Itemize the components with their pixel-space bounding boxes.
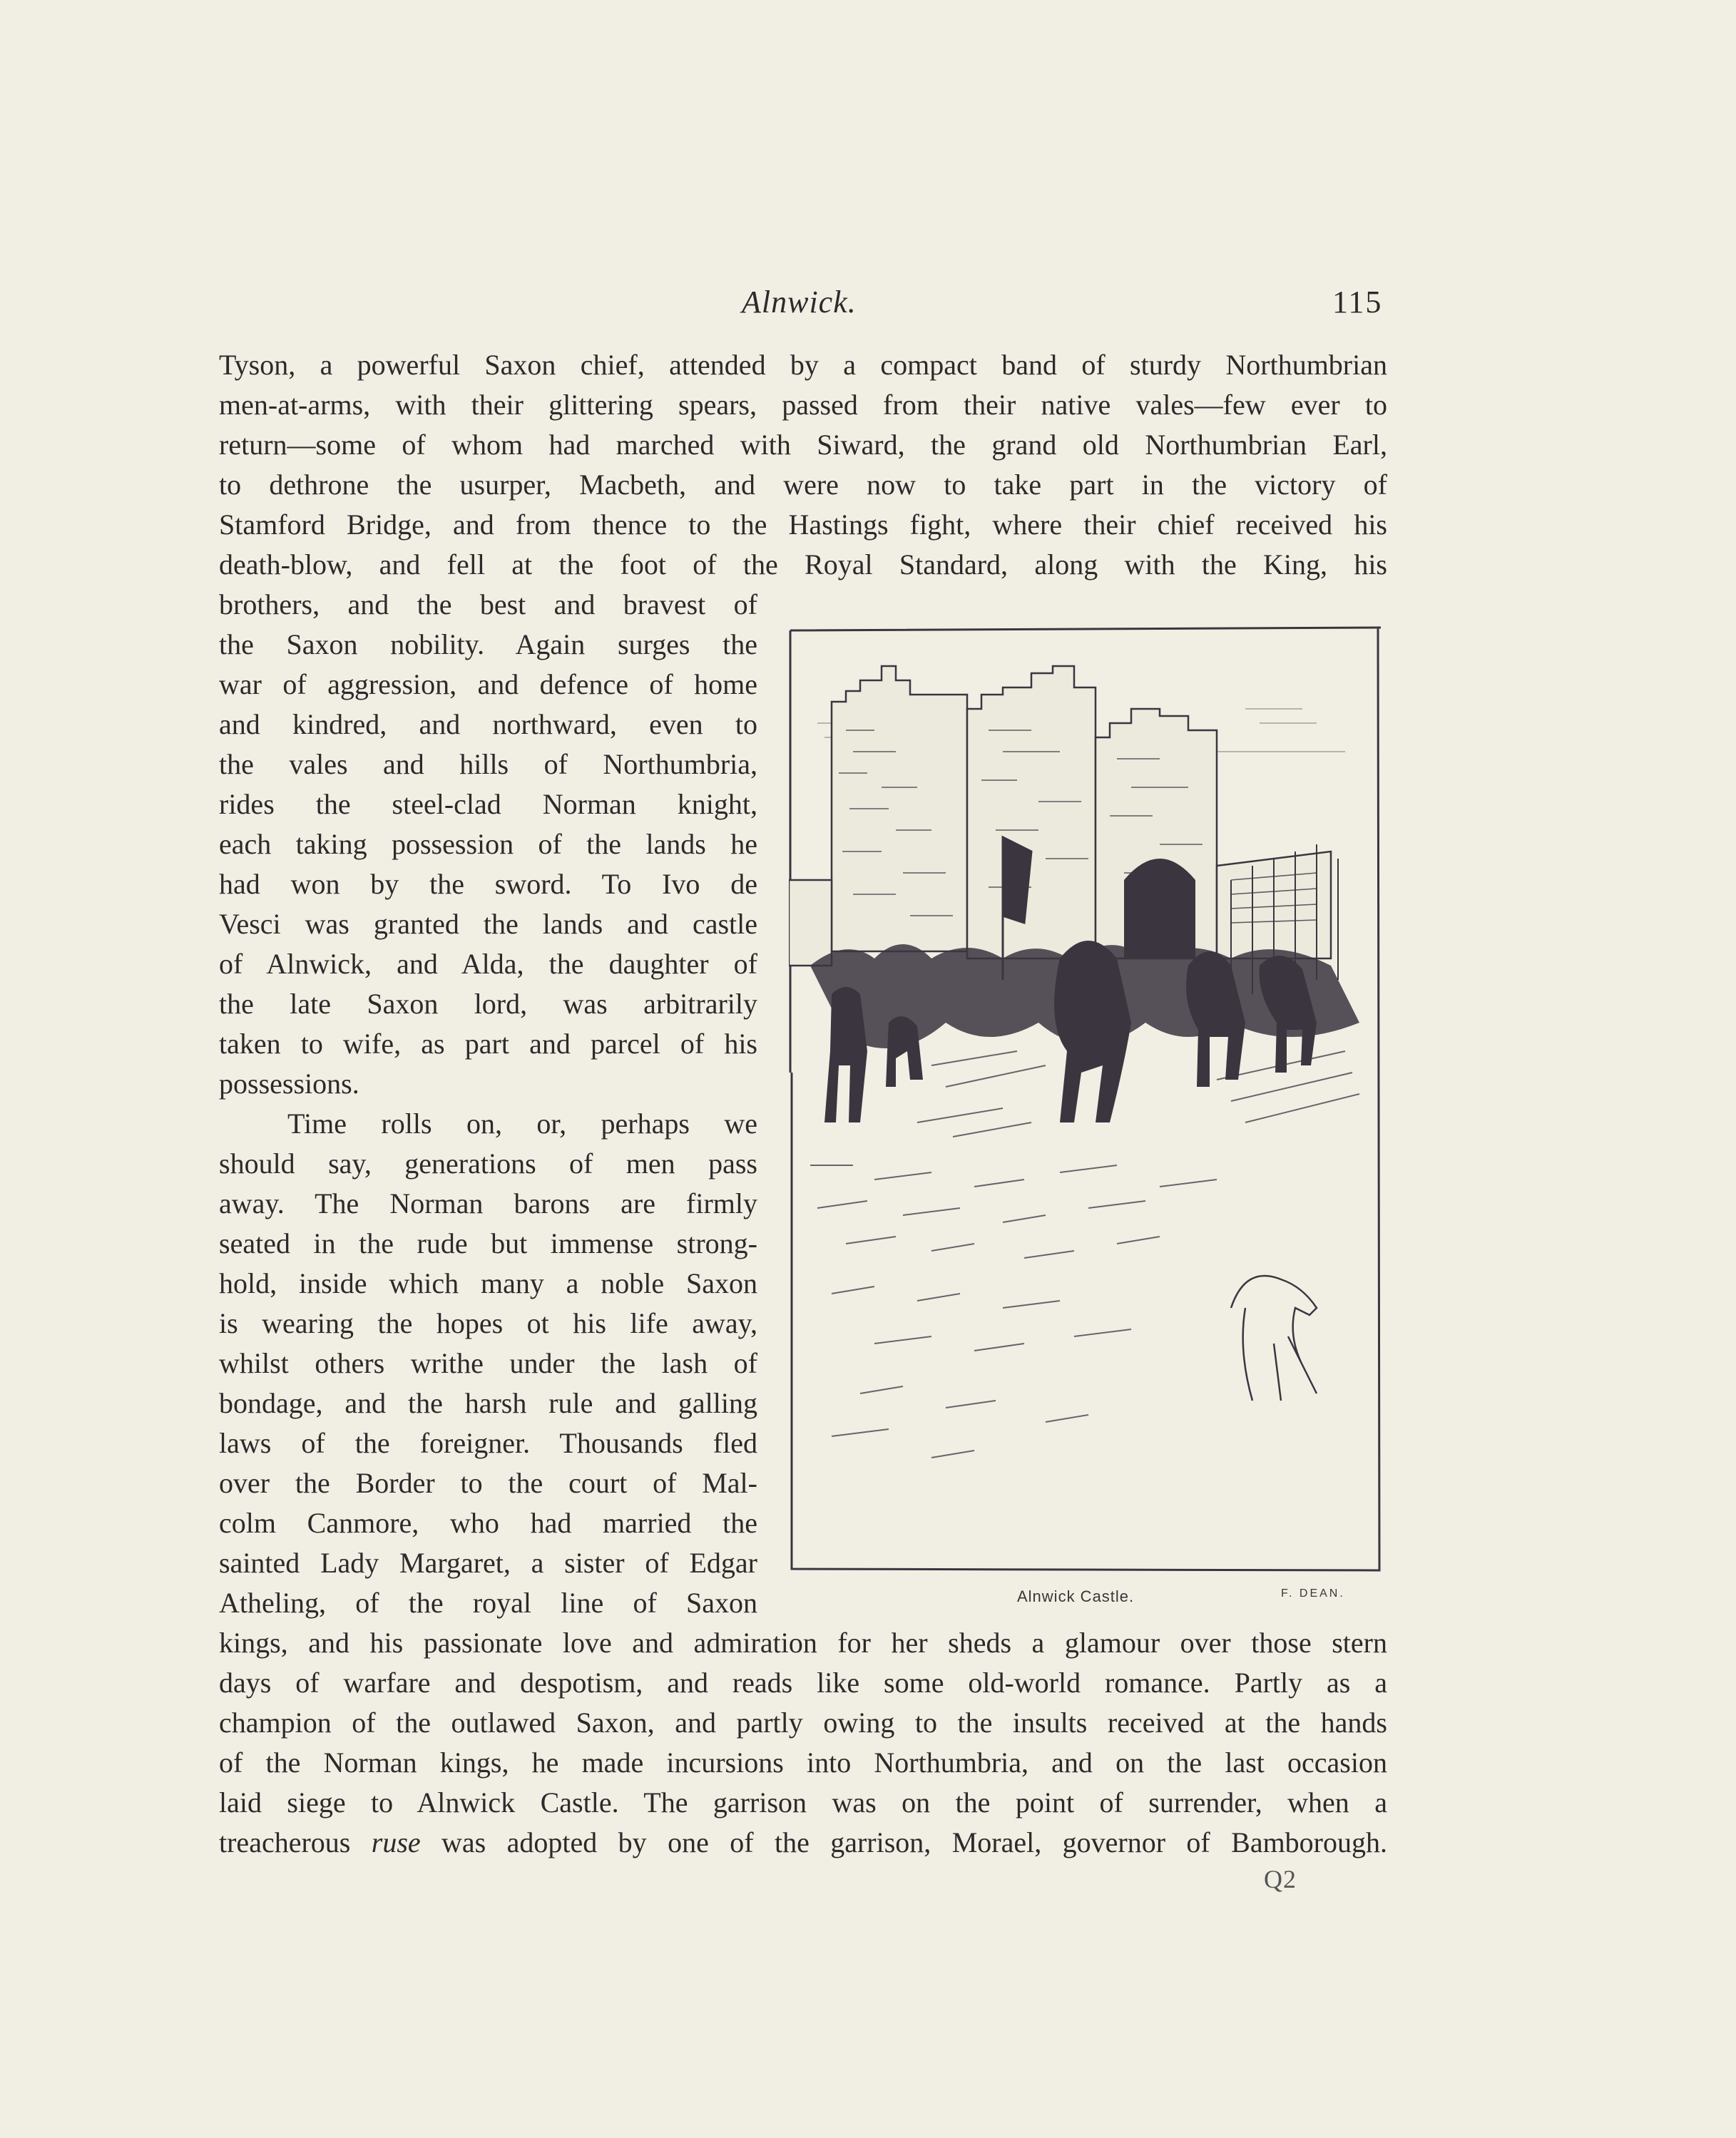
text-line: Time rolls on, or, perhaps we [287, 1108, 757, 1140]
foot-soldier [824, 987, 867, 1122]
text-line: laid siege to Alnwick Castle. The garrison was on the point of surrender, when a [219, 1786, 1387, 1819]
illustration-figure [789, 623, 1381, 1605]
text-line: Stamford Bridge, and from thence to the Hastings fight, where their chief received his [219, 508, 1387, 541]
text-line: sainted Lady Margaret, a sister of Edgar [219, 1547, 757, 1579]
page-number: 115 [1332, 285, 1383, 319]
text-line: colm Canmore, who had married the [219, 1507, 757, 1539]
text-line-final [219, 1826, 1387, 1860]
text-line: hold, inside which many a noble Saxon [219, 1267, 757, 1299]
text-line: should say, generations of men pass [219, 1147, 757, 1180]
text-line: to dethrone the usurper, Macbeth, and were now to take part in the victory of [219, 469, 1387, 501]
text-line: of Alnwick, and Alda, the daughter of [219, 948, 757, 980]
text-line: return—some of whom had marched with Siward, the grand old Northumbrian Earl, [219, 429, 1387, 461]
text-line: men-at-arms, with their glittering spears, passed from their native vales—few ever to [219, 389, 1387, 421]
running-title: Alnwick. [742, 285, 857, 319]
text-fragment: was adopted by one of the garrison, Morael, governor of Bamborough. [420, 1826, 1387, 1858]
text-line: each taking possession of the lands he [219, 828, 757, 860]
text-line: possessions. [219, 1068, 359, 1100]
text-line: brothers, and the best and bravest of [219, 588, 757, 620]
text-line: and kindred, and northward, even to [219, 708, 757, 740]
text-line: laws of the foreigner. Thousands fled [219, 1427, 757, 1459]
figure-artist-credit: F. DEAN. [1281, 1587, 1345, 1600]
text-line: kings, and his passionate love and admiration for her sheds a glamour over those stern [219, 1627, 1387, 1659]
figure-caption: Alnwick Castle. [1017, 1587, 1135, 1605]
text-line: champion of the outlawed Saxon, and partly owing to the insults received at the hands [219, 1707, 1387, 1739]
text-line: the late Saxon lord, was arbitrarily [219, 988, 757, 1020]
text-line: Tyson, a powerful Saxon chief, attended by a compact band of sturdy Northumbrian [219, 349, 1387, 381]
italic-word: ruse [371, 1826, 421, 1858]
text-line: over the Border to the court of Mal- [219, 1467, 757, 1499]
text-line: the Saxon nobility. Again surges the [219, 628, 757, 660]
outer-wall [789, 880, 832, 966]
text-line: death-blow, and fell at the foot of the Royal Standard, along with the King, his [219, 548, 1387, 580]
text-line: had won by the sword. To Ivo de [219, 868, 757, 900]
text-line: war of aggression, and defence of home [219, 668, 757, 700]
dog [1231, 1276, 1317, 1401]
castle-gateway [1124, 859, 1195, 958]
text-line: days of warfare and despotism, and reads like some old-world romance. Partly as a [219, 1667, 1387, 1699]
text-line: taken to wife, as part and parcel of his [219, 1028, 757, 1060]
text-line: bondage, and the harsh rule and galling [219, 1387, 757, 1419]
text-line: rides the steel-clad Norman knight, [219, 788, 757, 820]
text-line: Atheling, of the royal line of Saxon [219, 1587, 757, 1619]
text-line: is wearing the hopes ot his life away, [219, 1307, 757, 1339]
castle-engraving [789, 623, 1381, 1579]
text-fragment: treacherous [219, 1826, 372, 1858]
text-line: whilst others writhe under the lash of [219, 1347, 757, 1379]
central-tower [967, 666, 1096, 958]
signature-mark: Q2 [1264, 1865, 1297, 1893]
running-head [0, 284, 1736, 327]
text-line: away. The Norman barons are firmly [219, 1187, 757, 1219]
text-line: Vesci was granted the lands and castle [219, 908, 757, 940]
text-line: the vales and hills of Northumbria, [219, 748, 757, 780]
text-line: of the Norman kings, he made incursions into Northumbria, and on the last occasion [219, 1746, 1387, 1779]
text-line: seated in the rude but immense strong- [219, 1227, 757, 1259]
